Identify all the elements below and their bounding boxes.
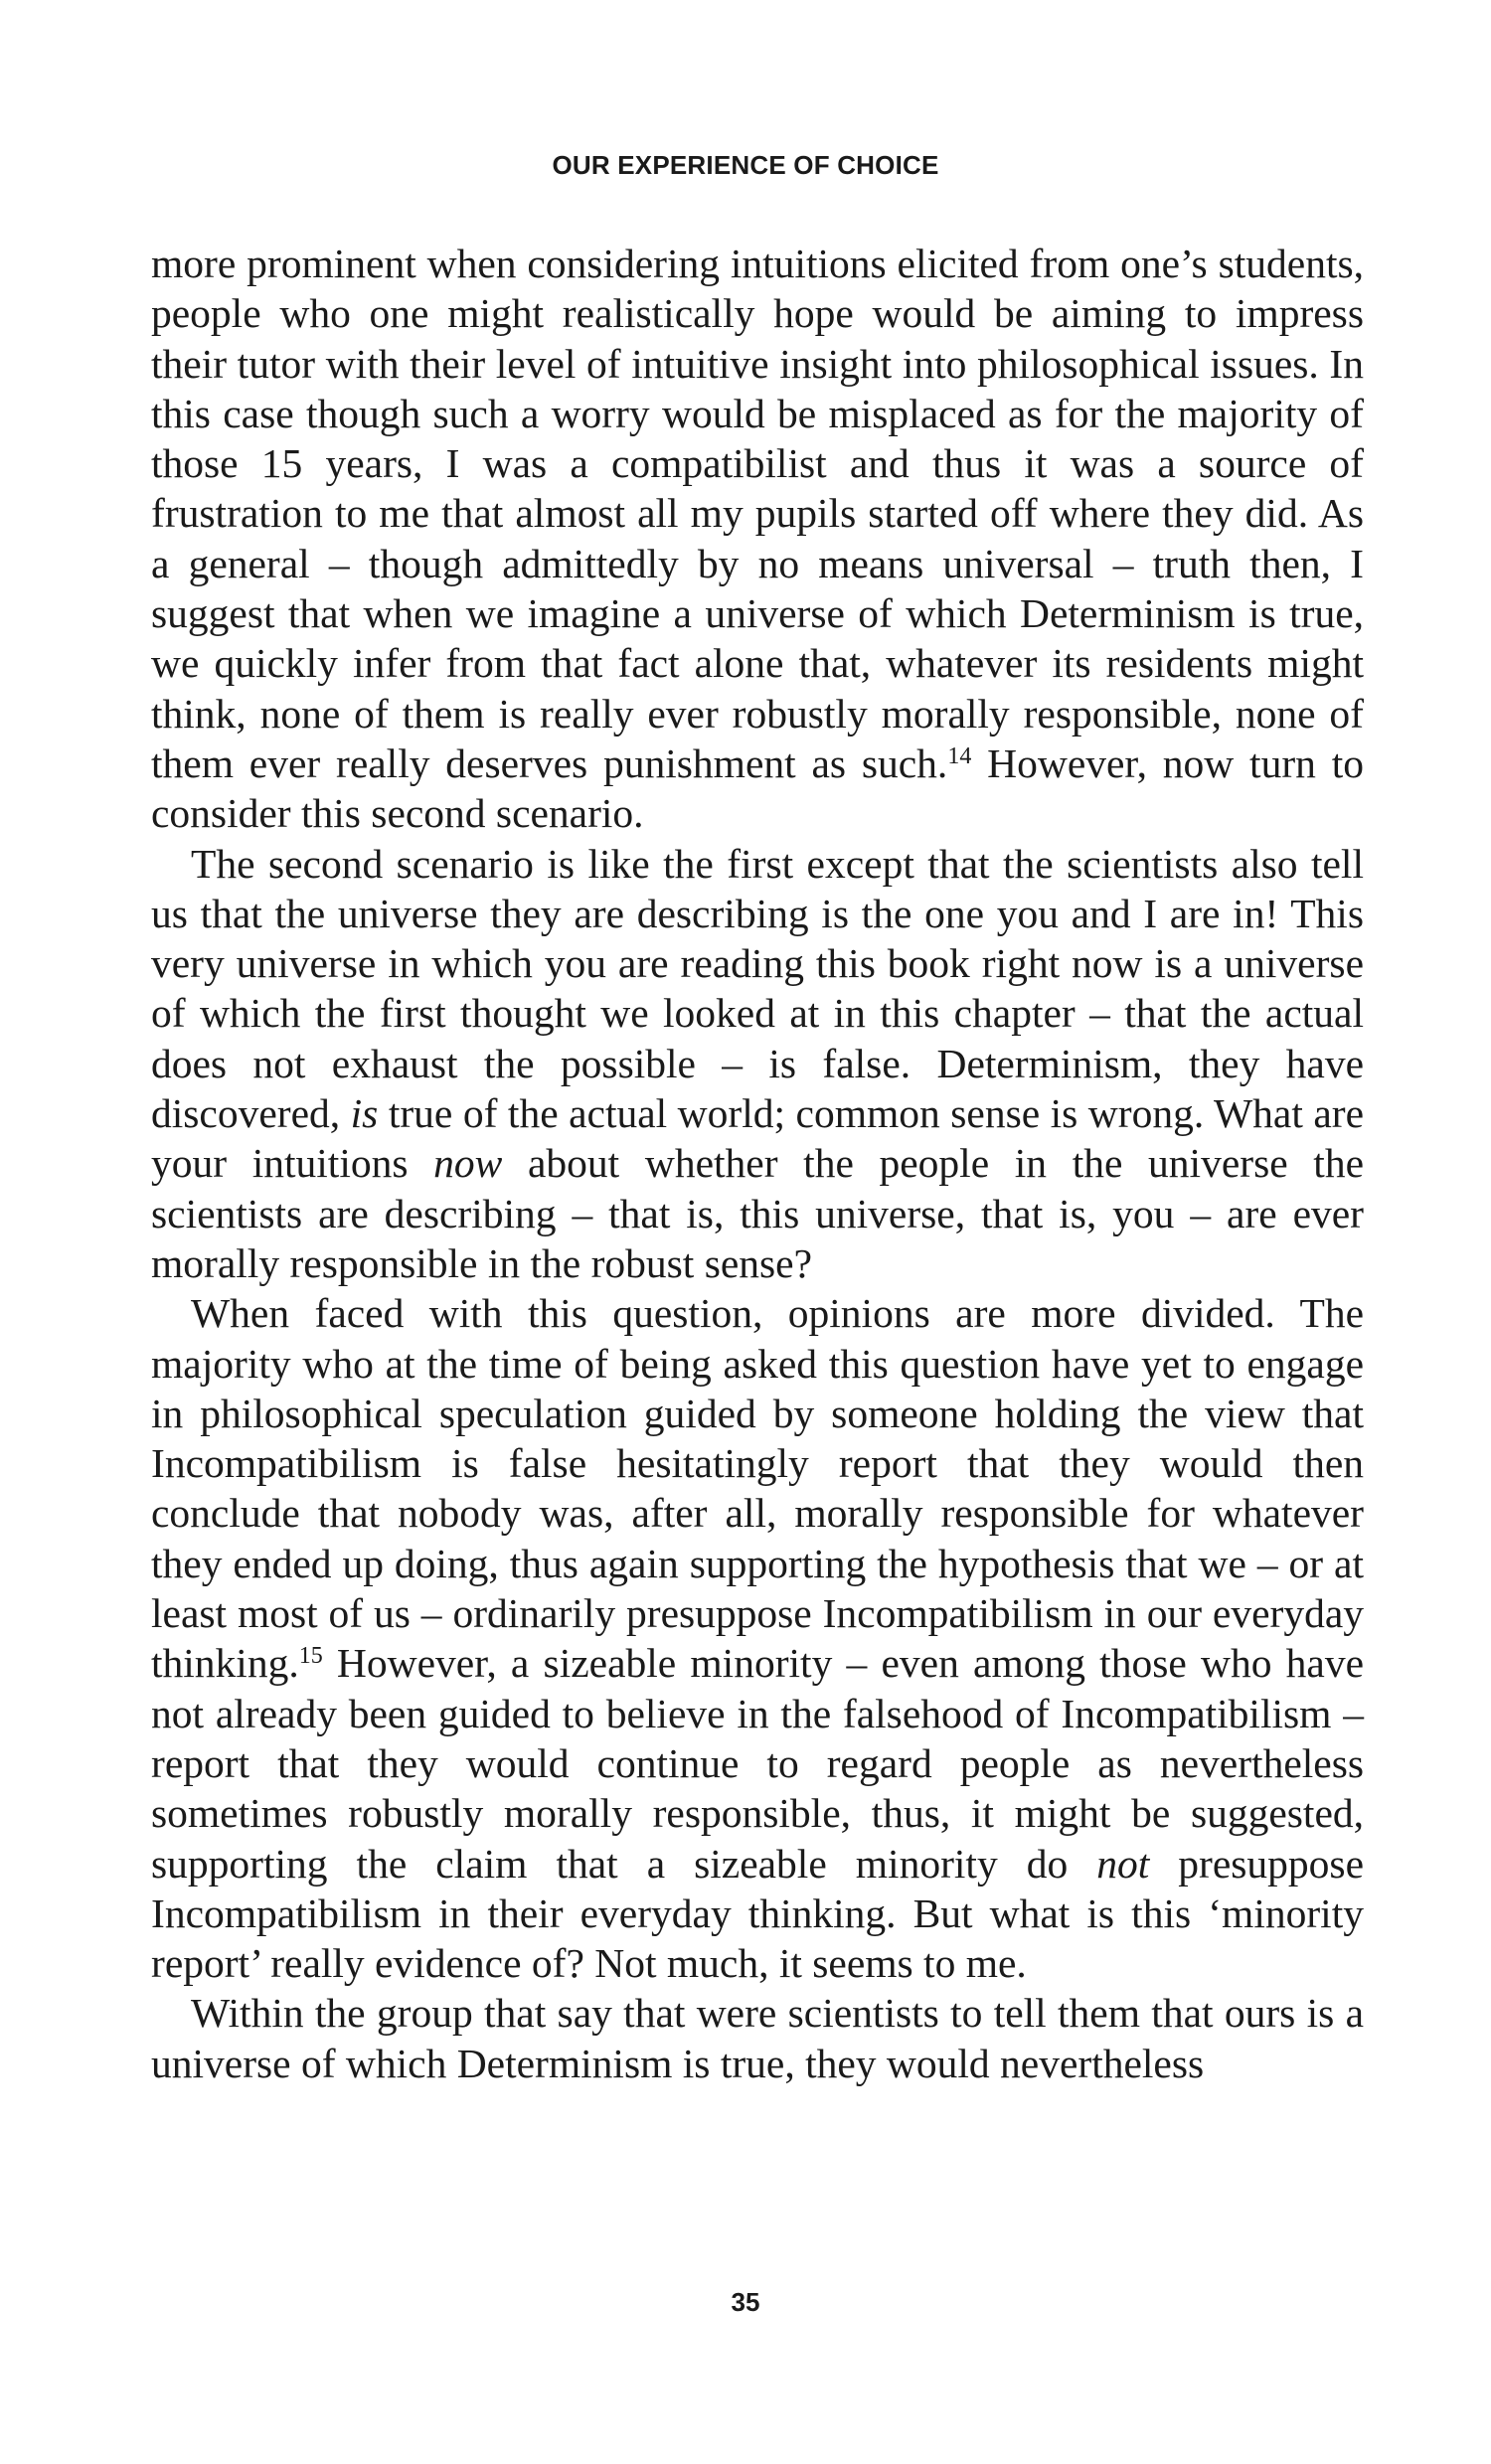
paragraph-2 bbox=[151, 839, 1364, 1289]
body-text bbox=[151, 239, 1364, 2088]
paragraph-2-text-a: The second scenario is like the first except that the scientists also tell us that the universe they are describing is the one you and I are in! This very universe in which you are reading this book right now is a universe of which the first thought we looked at in this chapter – that the actual does not exhaust the possible – is false. Determinism, they have discovered, bbox=[151, 840, 1364, 1137]
footnote-ref-14[interactable]: 14 bbox=[947, 742, 972, 769]
emphasis-now: now bbox=[433, 1140, 503, 1187]
page-number: 35 bbox=[731, 2287, 760, 2317]
paragraph-2-text-b: true of the actual world; common sense is wrong. What are your intuitions bbox=[151, 1090, 1365, 1187]
paragraph-1-text-b: However, now turn to consider this second scenario. bbox=[151, 739, 1364, 837]
paragraph-1-text-a: more prominent when considering intuitions elicited from one’s students, people who one might realistically hope would be aiming to impress their tutor with their level of intuitive insight into philosophical issues. In this case though such a worry would be misplaced as for the majority of those 15 years, I was a compatibilist and thus it was a source of frustration to me that almost all my pupils started off where they did. As a general – though admittedly by no means universal – truth then, I suggest that when we imagine a universe of which Determinism is true, we quickly infer from that fact alone that, whatever its residents might think, none of them is really ever robustly morally responsible, none of them ever really deserves punishment as such. bbox=[151, 241, 1364, 786]
paragraph-3 bbox=[151, 1288, 1364, 1988]
emphasis-not: not bbox=[1096, 1840, 1150, 1887]
footnote-ref-15[interactable]: 15 bbox=[298, 1643, 323, 1670]
paragraph-1 bbox=[151, 239, 1364, 839]
emphasis-is: is bbox=[350, 1090, 379, 1137]
paragraph-3-text-c: presuppose Incompatibilism in their everyday thinking. But what is this ‘minority report’ really evidence of? Not much, it seems to me. bbox=[151, 1840, 1365, 1987]
paragraph-4 bbox=[151, 1988, 1364, 2088]
paragraph-4-text-a: Within the group that say that were scientists to tell them that ours is a universe of which Determinism is true, they would nevertheless bbox=[151, 1990, 1364, 2086]
running-head: OUR EXPERIENCE OF CHOICE bbox=[552, 150, 939, 180]
paragraph-2-text-c: about whether the people in the universe the scientists are describing – that is, this universe, that is, you – are ever morally responsible in the robust sense? bbox=[151, 1140, 1364, 1286]
paragraph-3-text-a: When faced with this question, opinions are more divided. The majority who at the time of being asked this question have yet to engage in philosophical speculation guided by someone holding the view that Incompatibilism is false hesitatingly report that they would then conclude that nobody was, after all, morally responsible for whatever they ended up doing, thus again supporting the hypothesis that we – or at least most of us – ordinarily presuppose Incompatibilism in our everyday thinking. bbox=[151, 1290, 1364, 1687]
paragraph-3-text-b: However, a sizeable minority – even among those who have not already been guided to believe in the falsehood of Incompatibilism – report that they would continue to regard people as nevertheless sometimes robustly morally responsible, thus, it might be suggested, supporting the claim that a sizeable minority do bbox=[151, 1640, 1364, 1887]
